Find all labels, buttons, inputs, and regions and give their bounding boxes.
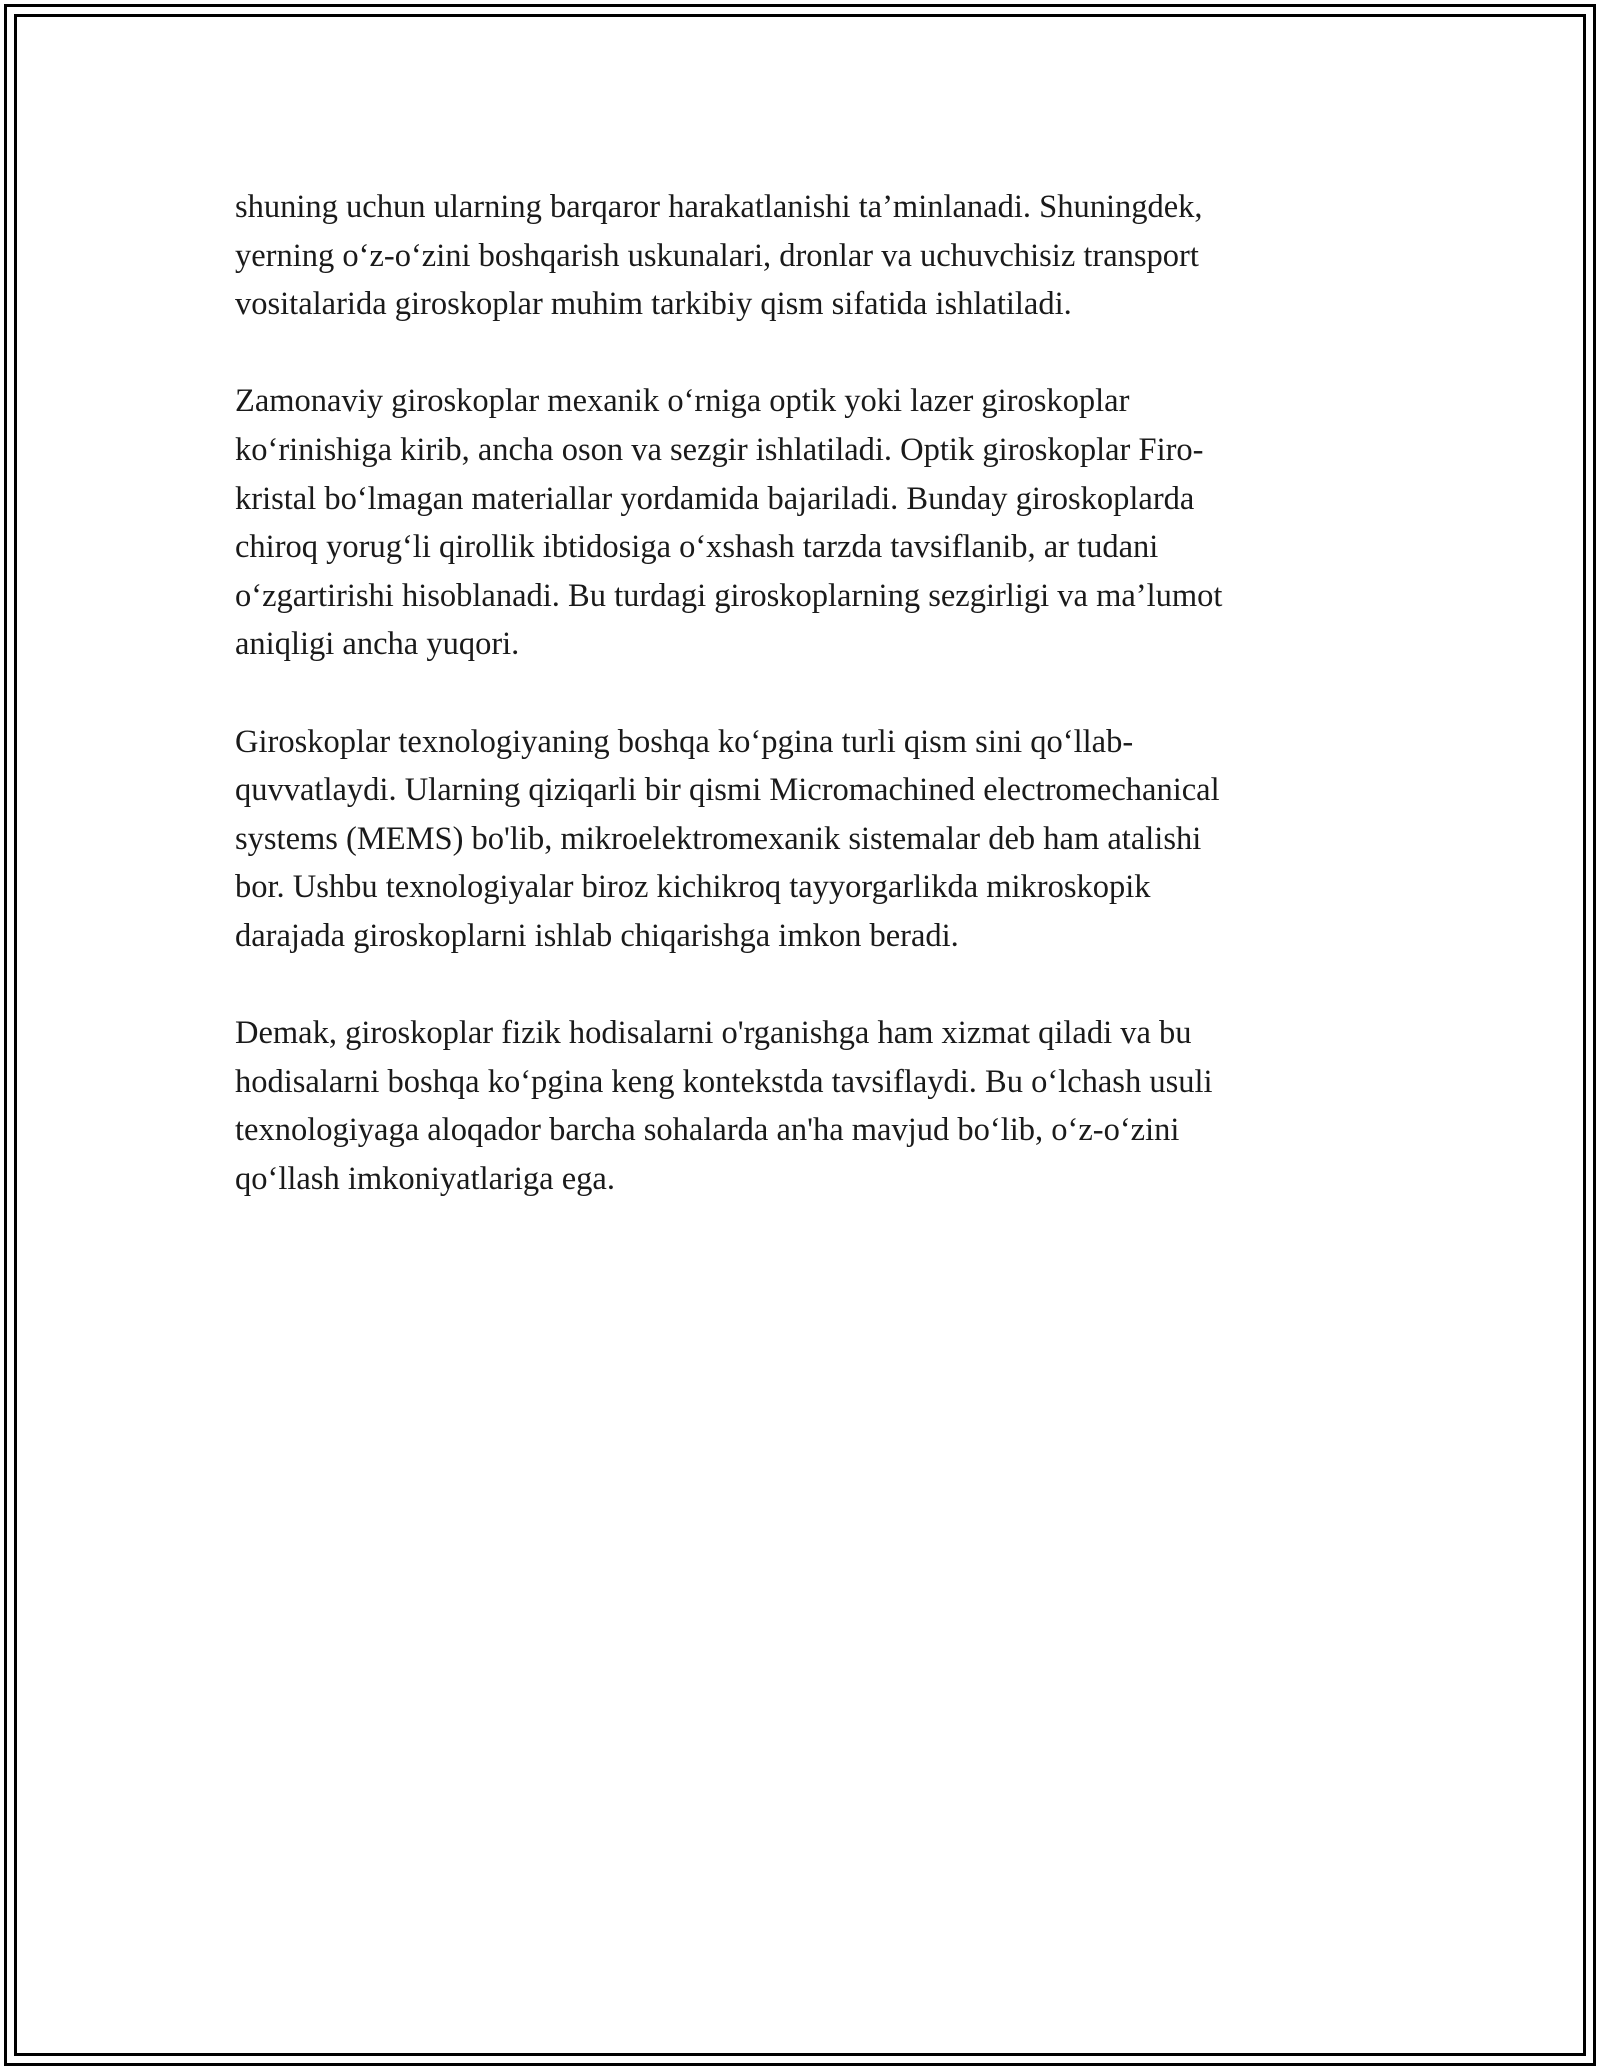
paragraph: shuning uchun ularning barqaror harakatlanishi ta’minlanadi. Shuningdek, yerning o‘z-o‘zini boshqarish uskunalari, dronlar va uchuvchisiz transport vositalarida giroskoplar muhim tarkibiy qism sifatida ishlatiladi. — [235, 189, 1203, 323]
paragraph: Demak, giroskoplar fizik hodisalarni o'rganishga ham xizmat qiladi va bu hodisalarni boshqa ko‘pgina keng kontekstda tavsiflaydi. Bu o‘lchash usuli texnologiyaga aloqador barcha sohalarda an'ha mavjud bo‘lib, o‘z-o‘zini qo‘llash imkoniyatlariga ega. — [235, 1015, 1213, 1197]
paragraph: Zamonaviy giroskoplar mexanik o‘rniga optik yoki lazer giroskoplar ko‘rinishiga kirib, ancha oson va sezgir ishlatiladi. Optik giroskoplar Firo- kristal bo‘lmagan materiallar yordamida bajariladi. Bunday giroskoplarda chiroq yorug‘li qirollik ibtidosiga o‘xshash tarzda tavsiflanib, ar tudani o‘zgartirishi hisoblanadi. Bu turdagi giroskoplarning sezgirligi va ma’lumot aniqligi ancha yuqori. — [235, 383, 1223, 663]
paragraph: Giroskoplar texnologiyaning boshqa ko‘pgina turli qism sini qo‘llab- quvvatlaydi. Ularning qiziqarli bir qismi Micromachined electromechanical systems (MEMS) bo'lib, mikroelektromexanik sistemalar deb ham atalishi bor. Ushbu texnologiyalar biroz kichikroq tayyorgarlikda mikroskopik darajada giroskoplarni ishlab chiqarishga imkon beradi. — [235, 723, 1220, 954]
document-body — [235, 183, 1375, 1252]
